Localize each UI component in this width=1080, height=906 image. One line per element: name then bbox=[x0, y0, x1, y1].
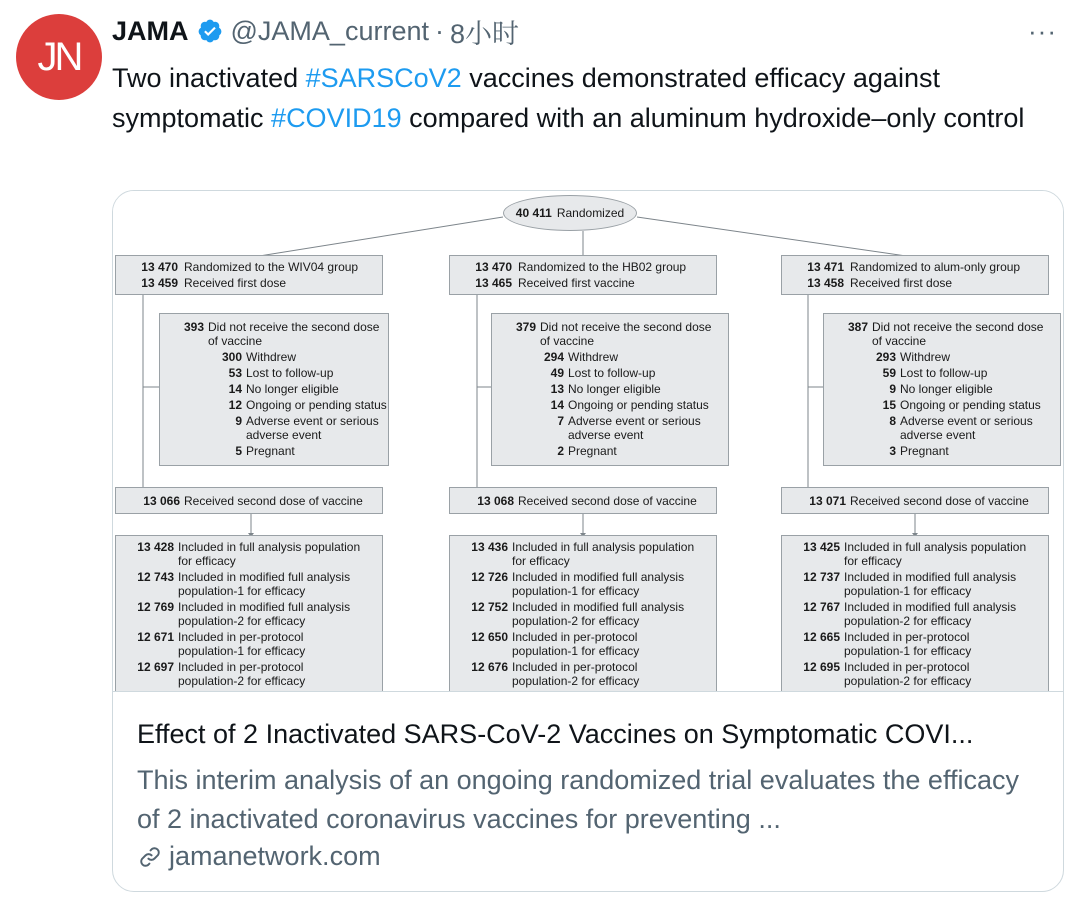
pp2-label-cont: population-2 for efficacy bbox=[844, 674, 972, 688]
pp1-count: 12 665 bbox=[803, 630, 840, 644]
adverse-event-label-cont: adverse event bbox=[900, 428, 976, 442]
mfa2-count: 12 767 bbox=[803, 600, 840, 614]
hashtag-sarscov2[interactable]: #SARSCoV2 bbox=[305, 63, 462, 93]
randomized-total-label: Randomized bbox=[556, 206, 625, 220]
ongoing-label: Ongoing or pending status bbox=[246, 398, 387, 412]
second-dose-count: 13 071 bbox=[809, 494, 846, 508]
mfa2-label-cont: population-2 for efficacy bbox=[512, 614, 640, 628]
pp1-label: Included in per-protocol bbox=[178, 630, 304, 644]
exclusion-count: 387 bbox=[847, 320, 868, 334]
card-domain-link[interactable] bbox=[137, 841, 381, 872]
adverse-event-count: 7 bbox=[557, 414, 564, 428]
full-analysis-label-cont: for efficacy bbox=[512, 554, 570, 568]
second-dose-count: 13 068 bbox=[477, 494, 514, 508]
mfa2-label-cont: population-2 for efficacy bbox=[178, 614, 306, 628]
full-analysis-label-cont: for efficacy bbox=[178, 554, 236, 568]
pp1-label-cont: population-1 for efficacy bbox=[178, 644, 306, 658]
mfa2-count: 12 769 bbox=[137, 600, 174, 614]
withdrew-count: 300 bbox=[221, 350, 242, 364]
verified-badge-icon bbox=[197, 18, 223, 44]
withdrew-label: Withdrew bbox=[568, 350, 619, 364]
mfa1-label: Included in modified full analysis bbox=[844, 570, 1017, 584]
pregnant-label: Pregnant bbox=[568, 444, 617, 458]
adverse-event-label-cont: adverse event bbox=[568, 428, 644, 442]
pp1-count: 12 650 bbox=[471, 630, 508, 644]
link-icon bbox=[137, 844, 163, 870]
pp1-label: Included in per-protocol bbox=[512, 630, 638, 644]
author-name[interactable]: JAMA bbox=[112, 15, 189, 46]
card-description: This interim analysis of an ongoing randomized trial evaluates the efficacy of 2 inactivated coronavirus vaccines for preventing ... bbox=[137, 765, 1019, 834]
ongoing-label: Ongoing or pending status bbox=[900, 398, 1041, 412]
mfa2-label: Included in modified full analysis bbox=[844, 600, 1017, 614]
mfa1-label: Included in modified full analysis bbox=[178, 570, 351, 584]
randomized-group-box bbox=[781, 255, 1049, 295]
mfa2-count: 12 752 bbox=[471, 600, 508, 614]
ineligible-label: No longer eligible bbox=[246, 382, 339, 396]
exclusion-box bbox=[491, 313, 729, 466]
author-handle[interactable]: @JAMA_current bbox=[230, 15, 429, 46]
tweet-text-part: Two inactivated bbox=[112, 63, 306, 93]
mfa1-label-cont: population-1 for efficacy bbox=[512, 584, 640, 598]
full-analysis-label: Included in full analysis population bbox=[844, 540, 1027, 554]
second-dose-box bbox=[115, 487, 383, 514]
pp2-count: 12 697 bbox=[137, 660, 174, 674]
ineligible-label: No longer eligible bbox=[568, 382, 661, 396]
withdrew-label: Withdrew bbox=[900, 350, 951, 364]
first-dose-label: Received first vaccine bbox=[518, 276, 635, 290]
exclusion-label: Did not receive the second dose bbox=[208, 320, 380, 334]
card-domain: jamanetwork.com bbox=[169, 841, 381, 871]
randomized-total-node bbox=[503, 195, 637, 231]
second-dose-count: 13 066 bbox=[143, 494, 180, 508]
pregnant-count: 2 bbox=[557, 444, 564, 458]
lost-label: Lost to follow-up bbox=[900, 366, 988, 380]
first-dose-count: 13 465 bbox=[475, 276, 512, 290]
ongoing-label: Ongoing or pending status bbox=[568, 398, 709, 412]
exclusion-label-cont: of vaccine bbox=[208, 334, 263, 348]
first-dose-count: 13 458 bbox=[807, 276, 844, 290]
randomized-count: 13 470 bbox=[475, 260, 512, 274]
tweet-text bbox=[112, 58, 1052, 138]
second-dose-label: Received second dose of vaccine bbox=[184, 494, 363, 508]
lost-count: 59 bbox=[882, 366, 896, 380]
exclusion-count: 393 bbox=[183, 320, 204, 334]
randomized-label: Randomized to the WIV04 group bbox=[184, 260, 359, 274]
randomized-group-box bbox=[115, 255, 383, 295]
exclusion-box bbox=[159, 313, 389, 466]
adverse-event-count: 9 bbox=[235, 414, 242, 428]
pp2-count: 12 695 bbox=[803, 660, 840, 674]
second-dose-label: Received second dose of vaccine bbox=[518, 494, 697, 508]
adverse-event-count: 8 bbox=[889, 414, 896, 428]
randomized-count: 13 471 bbox=[807, 260, 844, 274]
pp2-label-cont: population-2 for efficacy bbox=[178, 674, 306, 688]
tweet-header bbox=[112, 13, 519, 49]
adverse-event-label: Adverse event or serious bbox=[900, 414, 1033, 428]
second-dose-box bbox=[449, 487, 717, 514]
avatar[interactable] bbox=[16, 14, 102, 100]
pp2-label: Included in per-protocol bbox=[178, 660, 304, 674]
mfa1-label-cont: population-1 for efficacy bbox=[178, 584, 306, 598]
separator-dot: · bbox=[434, 15, 444, 46]
ongoing-count: 12 bbox=[228, 398, 242, 412]
pregnant-label: Pregnant bbox=[246, 444, 295, 458]
pp2-label-cont: population-2 for efficacy bbox=[512, 674, 640, 688]
full-analysis-count: 13 428 bbox=[137, 540, 174, 554]
mfa1-label-cont: population-1 for efficacy bbox=[844, 584, 972, 598]
full-analysis-label: Included in full analysis population bbox=[178, 540, 361, 554]
exclusion-label: Did not receive the second dose bbox=[872, 320, 1044, 334]
first-dose-label: Received first dose bbox=[850, 276, 953, 290]
pp1-label: Included in per-protocol bbox=[844, 630, 970, 644]
avatar-logo-text: JN bbox=[37, 34, 81, 79]
pp2-label: Included in per-protocol bbox=[512, 660, 638, 674]
pp2-label: Included in per-protocol bbox=[844, 660, 970, 674]
tweet-text-part: vaccines demonstrated efficacy against symptomatic bbox=[112, 63, 940, 133]
mfa1-label: Included in modified full analysis bbox=[512, 570, 685, 584]
ineligible-count: 9 bbox=[889, 382, 896, 396]
randomized-label: Randomized to the HB02 group bbox=[518, 260, 687, 274]
ongoing-count: 15 bbox=[882, 398, 896, 412]
lost-label: Lost to follow-up bbox=[568, 366, 656, 380]
mfa2-label: Included in modified full analysis bbox=[512, 600, 685, 614]
randomized-total-count: 40 411 bbox=[515, 206, 552, 220]
first-dose-count: 13 459 bbox=[141, 276, 178, 290]
exclusion-label-cont: of vaccine bbox=[872, 334, 927, 348]
pp1-label-cont: population-1 for efficacy bbox=[844, 644, 972, 658]
lost-label: Lost to follow-up bbox=[246, 366, 334, 380]
second-dose-box bbox=[781, 487, 1049, 514]
full-analysis-label-cont: for efficacy bbox=[844, 554, 902, 568]
pp1-count: 12 671 bbox=[137, 630, 174, 644]
randomized-count: 13 470 bbox=[141, 260, 178, 274]
full-analysis-label: Included in full analysis population bbox=[512, 540, 695, 554]
analysis-population-box bbox=[449, 535, 717, 692]
pp2-count: 12 676 bbox=[471, 660, 508, 674]
card-image-flowchart[interactable] bbox=[113, 191, 1064, 692]
full-analysis-count: 13 436 bbox=[471, 540, 508, 554]
ongoing-count: 14 bbox=[550, 398, 564, 412]
mfa2-label: Included in modified full analysis bbox=[178, 600, 351, 614]
full-analysis-count: 13 425 bbox=[803, 540, 840, 554]
more-options-icon[interactable]: ··· bbox=[1028, 16, 1057, 46]
ineligible-count: 14 bbox=[228, 382, 242, 396]
randomized-label: Randomized to alum-only group bbox=[850, 260, 1021, 274]
second-dose-label: Received second dose of vaccine bbox=[850, 494, 1029, 508]
ineligible-label: No longer eligible bbox=[900, 382, 993, 396]
exclusion-label: Did not receive the second dose bbox=[540, 320, 712, 334]
mfa2-label-cont: population-2 for efficacy bbox=[844, 614, 972, 628]
tweet-timestamp[interactable]: 8小时 bbox=[449, 18, 520, 49]
analysis-population-box bbox=[115, 535, 383, 692]
adverse-event-label-cont: adverse event bbox=[246, 428, 322, 442]
pregnant-count: 5 bbox=[235, 444, 242, 458]
adverse-event-label: Adverse event or serious bbox=[246, 414, 379, 428]
lost-count: 53 bbox=[228, 366, 242, 380]
analysis-population-box bbox=[781, 535, 1049, 692]
exclusion-label-cont: of vaccine bbox=[540, 334, 595, 348]
exclusion-box bbox=[823, 313, 1061, 466]
mfa1-count: 12 726 bbox=[471, 570, 508, 584]
exclusion-count: 379 bbox=[515, 320, 536, 334]
lost-count: 49 bbox=[550, 366, 564, 380]
first-dose-label: Received first dose bbox=[184, 276, 287, 290]
withdrew-count: 294 bbox=[543, 350, 564, 364]
pregnant-count: 3 bbox=[889, 444, 896, 458]
ineligible-count: 13 bbox=[550, 382, 564, 396]
pp1-label-cont: population-1 for efficacy bbox=[512, 644, 640, 658]
mfa1-count: 12 743 bbox=[137, 570, 174, 584]
withdrew-label: Withdrew bbox=[246, 350, 297, 364]
hashtag-covid19[interactable]: #COVID19 bbox=[271, 103, 402, 133]
adverse-event-label: Adverse event or serious bbox=[568, 414, 701, 428]
withdrew-count: 293 bbox=[875, 350, 896, 364]
tweet-text-part: compared with an aluminum hydroxide–only control bbox=[401, 103, 1025, 133]
pregnant-label: Pregnant bbox=[900, 444, 949, 458]
mfa1-count: 12 737 bbox=[803, 570, 840, 584]
link-card[interactable] bbox=[112, 190, 1064, 892]
randomized-group-box bbox=[449, 255, 717, 295]
card-title[interactable]: Effect of 2 Inactivated SARS-CoV-2 Vaccines on Symptomatic COVI... bbox=[137, 719, 974, 749]
